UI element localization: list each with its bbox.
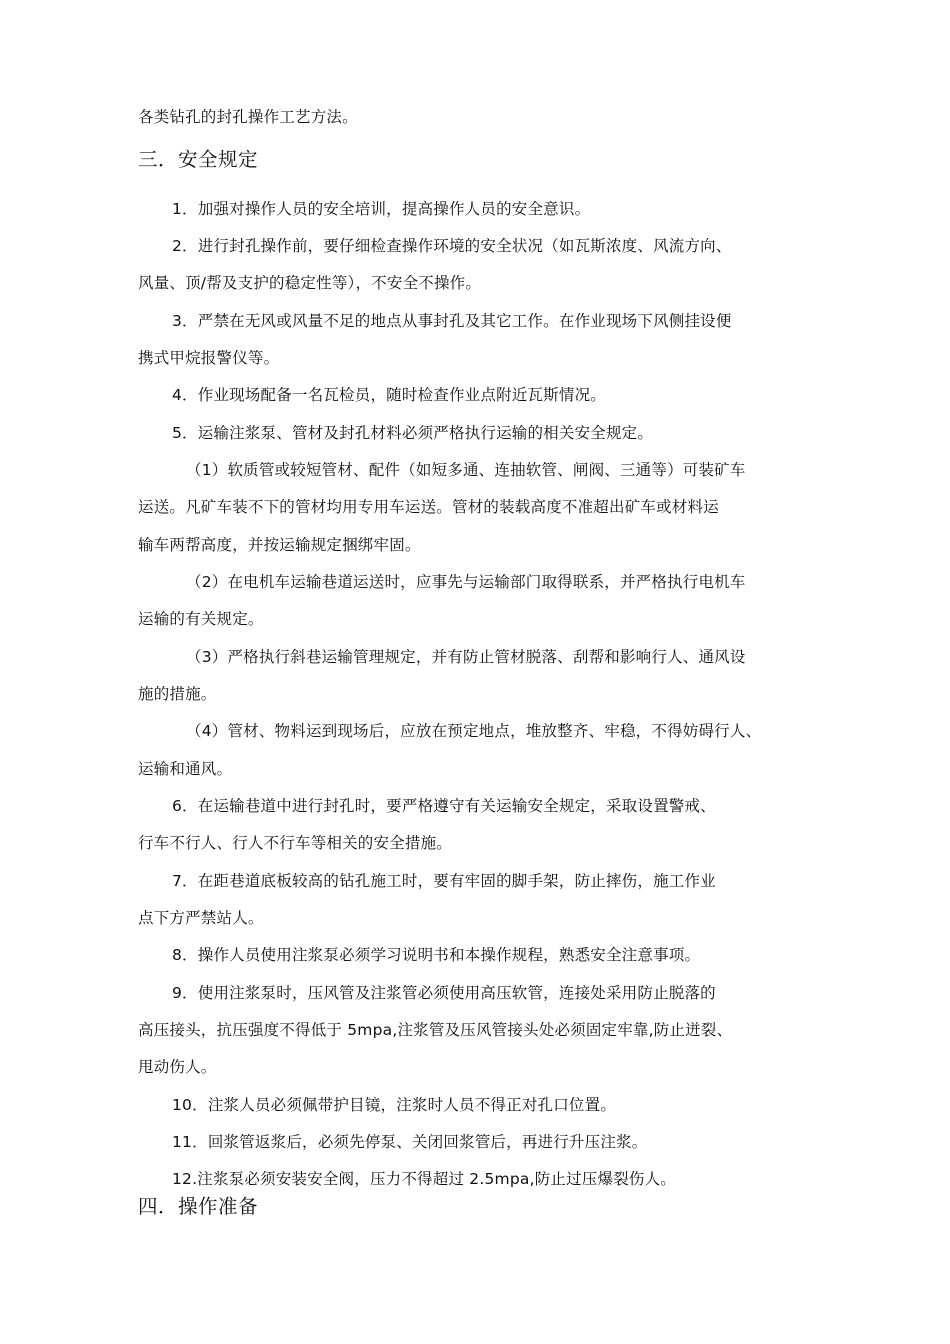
rule-6: 6．在运输巷道中进行封孔时，要严格遵守有关运输安全规定，采取设置警戒、: [172, 797, 716, 815]
rule-9-continued: 甩动伤人。: [138, 1058, 217, 1076]
rule-5-2-continued: 运输的有关规定。: [138, 610, 264, 628]
section-heading-operation-preparation: 四．操作准备: [138, 1195, 259, 1218]
rule-5-4: （4）管材、物料运到现场后，应放在预定地点，堆放整齐、牢稳，不得妨碍行人、: [186, 722, 762, 740]
rule-7: 7．在距巷道底板较高的钻孔施工时，要有牢固的脚手架，防止摔伤，施工作业: [172, 872, 716, 890]
rule-3: 3．严禁在无风或风量不足的地点从事封孔及其它工作。在作业现场下风侧挂设便: [172, 312, 732, 330]
rule-2-continued: 风量、顶/帮及支护的稳定性等），不安全不操作。: [138, 274, 482, 292]
rule-3-continued: 携式甲烷报警仪等。: [138, 349, 280, 367]
rule-5-1-continued: 输车两帮高度，并按运输规定捆绑牢固。: [138, 536, 421, 554]
rule-5-1: （1）软质管或较短管材、配件（如短多通、连抽软管、闸阀、三通等）可装矿车: [186, 461, 746, 479]
rule-5-3-continued: 施的措施。: [138, 685, 217, 703]
rule-1: 1．加强对操作人员的安全培训，提高操作人员的安全意识。: [172, 200, 591, 218]
rule-2: 2．进行封孔操作前，要仔细检查操作环境的安全状况（如瓦斯浓度、风流方向、: [172, 237, 732, 255]
rule-5-4-continued: 运输和通风。: [138, 760, 233, 778]
rule-12: 12.注浆泵必须安装安全阀，压力不得超过 2.5mpa,防止过压爆裂伤人。: [172, 1170, 676, 1188]
rule-5-1-continued: 运送。凡矿车装不下的管材均用专用车运送。管材的装载高度不准超出矿车或材料运: [138, 498, 719, 516]
rule-5-3: （3）严格执行斜巷运输管理规定，并有防止管材脱落、刮帮和影响行人、通风设: [186, 648, 746, 666]
section-heading-safety-rules: 三．安全规定: [138, 148, 259, 171]
rule-5: 5．运输注浆泵、管材及封孔材料必须严格执行运输的相关安全规定。: [172, 424, 654, 442]
rule-10: 10．注浆人员必须佩带护目镜，注浆时人员不得正对孔口位置。: [172, 1096, 617, 1114]
rule-8: 8．操作人员使用注浆泵必须学习说明书和本操作规程，熟悉安全注意事项。: [172, 946, 701, 964]
rule-5-2: （2）在电机车运输巷道运送时，应事先与运输部门取得联系，并严格执行电机车: [186, 573, 746, 591]
rule-11: 11．回浆管返浆后，必须先停泵、关闭回浆管后，再进行升压注浆。: [172, 1133, 648, 1151]
rule-9: 9．使用注浆泵时，压风管及注浆管必须使用高压软管，连接处采用防止脱落的: [172, 984, 716, 1002]
rule-9-continued: 高压接头，抗压强度不得低于 5mpa,注浆管及压风管接头处必须固定牢靠,防止迸裂、: [138, 1021, 733, 1039]
rule-6-continued: 行车不行人、行人不行车等相关的安全措施。: [138, 834, 453, 852]
rule-4: 4．作业现场配备一名瓦检员，随时检查作业点附近瓦斯情况。: [172, 386, 606, 404]
paragraph-line: 各类钻孔的封孔操作工艺方法。: [138, 108, 358, 126]
rule-7-continued: 点下方严禁站人。: [138, 909, 264, 927]
